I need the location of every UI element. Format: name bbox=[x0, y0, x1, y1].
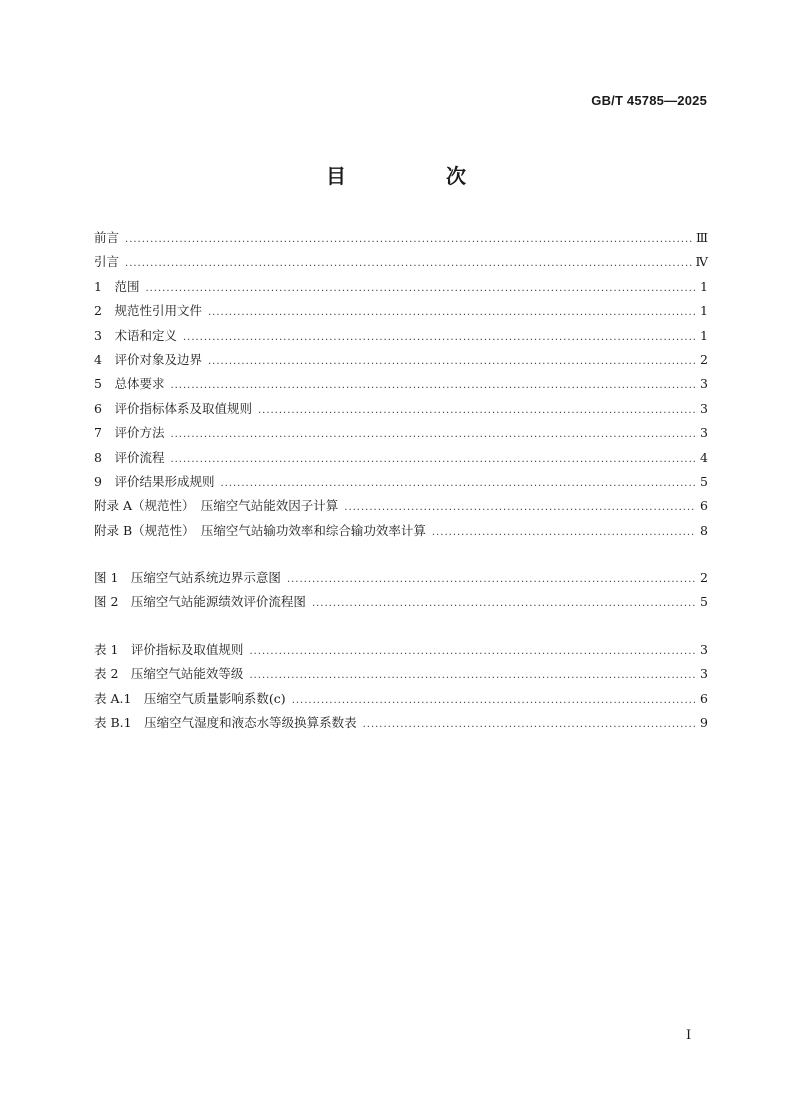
toc-entry-page: Ⅲ bbox=[695, 230, 708, 245]
toc-entry-label: 4 评价对象及边界 bbox=[94, 351, 202, 367]
toc-entry-page: 5 bbox=[700, 594, 708, 610]
toc-dot-leader bbox=[220, 472, 696, 496]
toc-entry-label: 表 1 评价指标及取值规则 bbox=[94, 642, 244, 657]
toc-dot-leader bbox=[312, 592, 696, 616]
toc-entry[interactable] bbox=[94, 711, 708, 735]
toc-entry-page: 2 bbox=[700, 570, 708, 585]
toc-entry-page: 3 bbox=[700, 666, 708, 682]
toc-entry-label: 5 总体要求 bbox=[94, 376, 165, 392]
toc-entry[interactable] bbox=[94, 519, 708, 543]
toc-entry-page: 2 bbox=[700, 351, 708, 367]
toc-entry-page: 3 bbox=[700, 425, 708, 441]
toc-dot-leader bbox=[183, 326, 696, 350]
toc-entry-page: 6 bbox=[700, 498, 708, 514]
toc-tables-list bbox=[94, 638, 708, 736]
toc-entry[interactable] bbox=[94, 421, 708, 445]
toc-dot-leader bbox=[258, 399, 696, 423]
toc-entry[interactable] bbox=[94, 226, 708, 250]
toc-dot-leader bbox=[432, 521, 696, 545]
toc-entry[interactable] bbox=[94, 470, 708, 494]
toc-entry[interactable] bbox=[94, 275, 708, 299]
toc-dot-leader bbox=[249, 640, 696, 664]
toc-dot-leader bbox=[363, 713, 696, 737]
toc-entry-label: 表 B.1 压缩空气湿度和液态水等级换算系数表 bbox=[94, 715, 357, 731]
toc-dot-leader bbox=[208, 350, 696, 374]
toc-dot-leader bbox=[170, 423, 696, 447]
toc-entry-label: 表 A.1 压缩空气质量影响系数(c) bbox=[94, 690, 286, 706]
toc-entry-label: 图 1 压缩空气站系统边界示意图 bbox=[94, 570, 281, 585]
toc-entry-page: 3 bbox=[700, 376, 708, 392]
toc-entry-page: 9 bbox=[700, 715, 708, 731]
toc-entry[interactable] bbox=[94, 566, 708, 590]
toc-entry-label: 附录 A（规范性） 压缩空气站能效因子计算 bbox=[94, 498, 339, 514]
toc-entry[interactable] bbox=[94, 446, 708, 470]
toc-entry-label: 8 评价流程 bbox=[94, 449, 165, 465]
toc-title: 目 次 bbox=[326, 164, 506, 188]
toc-entry-label: 图 2 压缩空气站能源绩效评价流程图 bbox=[94, 594, 306, 610]
toc-entry[interactable] bbox=[94, 250, 708, 274]
toc-entry[interactable] bbox=[94, 348, 708, 372]
toc-entry-page: 3 bbox=[700, 642, 708, 657]
toc-entry-label: 表 2 压缩空气站能效等级 bbox=[94, 666, 244, 682]
toc-entry-page: 1 bbox=[700, 303, 708, 319]
toc-entry-label: 3 术语和定义 bbox=[94, 327, 177, 343]
toc-entry-page: 1 bbox=[700, 278, 708, 294]
toc-dot-leader bbox=[208, 301, 696, 325]
toc-entry[interactable] bbox=[94, 324, 708, 348]
toc-entry[interactable] bbox=[94, 397, 708, 421]
toc-entry-page: 1 bbox=[700, 327, 708, 343]
toc-dot-leader bbox=[125, 252, 691, 276]
toc-dot-leader bbox=[249, 664, 696, 688]
toc-dot-leader bbox=[344, 496, 696, 520]
toc-dot-leader bbox=[145, 277, 696, 301]
toc-entry-label: 前言 bbox=[94, 230, 120, 245]
toc-entry-label: 6 评价指标体系及取值规则 bbox=[94, 400, 252, 416]
toc-entry-page: 4 bbox=[700, 449, 708, 465]
toc-dot-leader bbox=[125, 228, 692, 252]
toc-entry-label: 1 范围 bbox=[94, 278, 140, 294]
toc-entry[interactable] bbox=[94, 662, 708, 686]
toc-entry[interactable] bbox=[94, 638, 708, 662]
toc-figures-list bbox=[94, 566, 708, 615]
toc-entry[interactable] bbox=[94, 372, 708, 396]
page-number: I bbox=[686, 1028, 692, 1043]
toc-dot-leader bbox=[170, 448, 696, 472]
toc-entry-page: 3 bbox=[700, 400, 708, 416]
toc-entry-page: 8 bbox=[700, 522, 708, 538]
toc-dot-leader bbox=[287, 568, 696, 592]
toc-entry-label: 2 规范性引用文件 bbox=[94, 303, 202, 319]
standard-code: GB/T 45785—2025 bbox=[591, 93, 707, 108]
toc-entry-label: 引言 bbox=[94, 254, 120, 270]
toc-entry-label: 附录 B（规范性） 压缩空气站输功效率和综合输功效率计算 bbox=[94, 522, 426, 538]
toc-entry-page: 6 bbox=[700, 690, 708, 706]
toc-entry-page: 5 bbox=[700, 473, 708, 489]
toc-sections-list bbox=[94, 226, 708, 543]
toc-entry[interactable] bbox=[94, 687, 708, 711]
toc-entry-label: 7 评价方法 bbox=[94, 425, 165, 441]
toc-entry-page: Ⅳ bbox=[695, 254, 708, 270]
toc-entry[interactable] bbox=[94, 494, 708, 518]
toc-entry-label: 9 评价结果形成规则 bbox=[94, 473, 215, 489]
toc-entry[interactable] bbox=[94, 299, 708, 323]
toc-dot-leader bbox=[292, 689, 696, 713]
toc-dot-leader bbox=[170, 374, 696, 398]
toc-entry[interactable] bbox=[94, 590, 708, 614]
